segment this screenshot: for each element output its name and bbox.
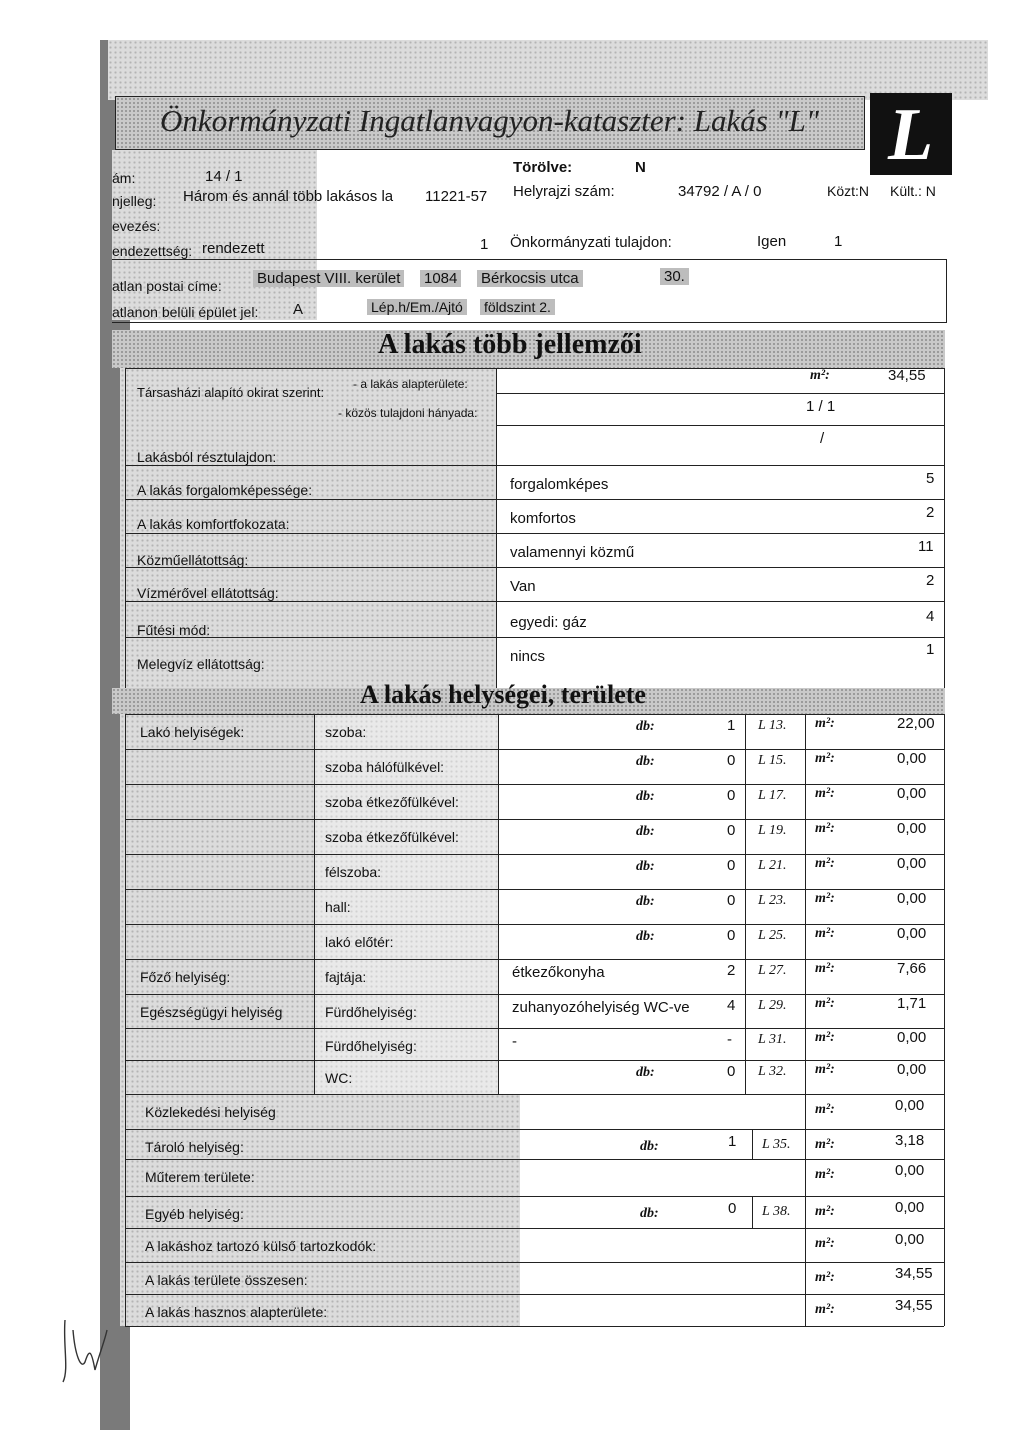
s2-row-m2-label: m²: [815,821,835,836]
lepcso-label: Lép.h/Em./Ajtó [367,299,467,315]
s2-wide-label: Tároló helyiség: [145,1139,244,1155]
s2-row-lref: L 15. [758,753,787,768]
s2-wide-area: 0,00 [895,1097,925,1114]
s2-row-lref: L 27. [758,963,787,978]
s2-row-db: 0 [727,1063,736,1080]
s2-row-m2-label: m²: [815,856,835,871]
s2-row-desc: étkezőkonyha [512,964,605,981]
s2-row-db: 0 [727,822,736,839]
s2-row-area: 22,00 [897,715,935,732]
s2-row-area: 0,00 [897,785,927,802]
s2-row-sub: Fürdőhelyiség: [325,1038,417,1054]
s2-row-lref: L 17. [758,788,787,803]
postai-hazszam: 30. [660,268,689,285]
s2-wide-m2-label: m²: [815,1102,835,1117]
onk-value: Igen [757,233,787,250]
s2-wide-db: 1 [728,1133,737,1150]
lepcso-value: földszint 2. [480,299,555,315]
s2-row-db-label: db: [636,859,655,874]
s2-row-sub: szoba hálófülkével: [325,759,445,775]
s2-wide-label: A lakáshoz tartozó külső tartozkodók: [145,1238,377,1254]
s2-row-db: 0 [727,892,736,909]
s2-row-sub: félszoba: [325,864,382,880]
hrsz-value: 34792 / A / 0 [678,183,762,200]
s2-row-area: 0,00 [897,820,927,837]
rendezettseg-value: rendezett [202,240,265,257]
s1-row-3-value: Van [510,578,536,595]
onk-code: 1 [834,233,843,250]
s1-row-4-value: egyedi: gáz [510,614,587,631]
s2-row-lref: L 21. [758,858,787,873]
s2-row-db-label: db: [636,754,655,769]
hanyad-label: - közös tulajdoni hányada: [338,406,478,420]
s2-row-desc: zuhanyozóhelyiség WC-ve [512,999,690,1016]
page-title: Önkormányzati Ingatlanvagyon-kataszter: Lakás "L" [160,103,819,138]
s2-wide-area: 0,00 [895,1199,925,1216]
s2-row-m2-label: m²: [815,996,835,1011]
jelleg-code: 11221-57 [425,188,488,205]
s2-row-lref: L 25. [758,928,787,943]
s2-row-lref: L 29. [758,998,787,1013]
s2-row-db: 4 [727,997,736,1014]
s2-wide-lref: L 38. [762,1204,791,1219]
s2-row-sub: szoba: [325,724,367,740]
s2-wide-db-label: db: [640,1206,659,1221]
s1-row-1-label: A lakás komfortfokozata: [137,516,290,532]
rendezettseg-code: 1 [480,236,489,253]
epulet-label: atlanon belüli épület jel: [112,304,259,320]
alapterulet-unit: m²: [810,368,830,383]
s2-row-lref: L 31. [758,1032,787,1047]
s2-wide-area: 0,00 [895,1231,925,1248]
handwritten-signature [55,1300,125,1390]
szam-value: 14 / 1 [205,168,243,185]
scan-top-band [108,40,988,100]
s2-row-group: Egészségügyi helyiség [140,1004,283,1020]
s2-wide-m2-label: m²: [815,1270,835,1285]
postai-irsz: 1084 [420,270,461,287]
s2-row-db: 0 [727,752,736,769]
s1-row-3-label: Vízmérővel ellátottság: [137,585,279,601]
s2-row-db: - [727,1031,732,1048]
resztulajdon-label: Lakásból résztulajdon: [137,449,277,465]
s2-row-m2-label: m²: [815,716,835,731]
s2-row-area: 0,00 [897,855,927,872]
s1-row-1-code: 2 [926,504,935,521]
s1-row-2-code: 11 [918,538,934,555]
postai-value: Budapest VIII. kerület [253,270,404,287]
s2-row-db: 0 [727,787,736,804]
s1-row-3-code: 2 [926,572,935,589]
s2-row-lref: L 19. [758,823,787,838]
s1-row-4-label: Fűtési mód: [137,622,211,638]
s1-row-5-label: Melegvíz ellátottság: [137,656,265,672]
s2-row-m2-label: m²: [815,926,835,941]
s2-row-area: 0,00 [897,890,927,907]
s2-row-db: 1 [727,717,736,734]
hrsz-label: Helyrajzi szám: [513,183,615,200]
s1-row-1-value: komfortos [510,510,576,527]
torolve-value: N [635,159,646,176]
s2-row-db: 0 [727,857,736,874]
s2-wide-lref: L 35. [762,1137,791,1152]
s2-row-group: Lakó helyiségek: [140,724,245,740]
epulet-value: A [293,301,304,318]
kult-flag: Kült.: N [890,183,936,199]
s2-row-db-label: db: [636,1065,655,1080]
s2-row-area: 0,00 [897,1029,927,1046]
section2-title: A lakás helységei, területe [360,680,646,709]
s2-row-area: 7,66 [897,960,927,977]
jelleg-value: Három és annál több lakásos la [183,188,394,205]
rendezettseg-label: endezettség: [112,243,193,259]
s1-row-0-value: forgalomképes [510,476,609,493]
s2-row-m2-label: m²: [815,891,835,906]
s2-row-sub: hall: [325,899,351,915]
s2-row-desc: - [512,1033,517,1050]
s2-row-sub: WC: [325,1070,353,1086]
s2-row-db: 0 [727,927,736,944]
s2-wide-area: 3,18 [895,1132,925,1149]
s2-row-sub: fajtája: [325,969,367,985]
s2-wide-label: A lakás hasznos alapterülete: [145,1304,328,1320]
s2-row-db-label: db: [636,789,655,804]
s2-wide-area: 34,55 [895,1297,933,1314]
s2-wide-m2-label: m²: [815,1137,835,1152]
torolve-label: Törölve: [513,159,573,176]
s2-wide-m2-label: m²: [815,1204,835,1219]
s2-wide-m2-label: m²: [815,1302,835,1317]
s2-wide-label: Egyéb helyiség: [145,1206,244,1222]
onk-label: Önkormányzati tulajdon: [510,234,672,251]
s2-wide-db-label: db: [640,1139,659,1154]
s2-row-db: 2 [727,962,736,979]
s2-row-m2-label: m²: [815,786,835,801]
nevezes-label: evezés: [112,218,161,234]
s2-row-m2-label: m²: [815,1030,835,1045]
s2-row-sub: szoba étkezőfülkével: [325,829,459,845]
alapterulet-value: 34,55 [888,367,926,384]
s2-row-m2-label: m²: [815,961,835,976]
alapterulet-label: - a lakás alapterülete: [353,377,468,391]
type-badge [870,93,952,175]
s2-row-sub: szoba étkezőfülkével: [325,794,459,810]
s2-wide-m2-label: m²: [815,1167,835,1182]
s1-row-2-label: Közműellátottság: [137,552,249,568]
s1-row-4-code: 4 [926,608,935,625]
s2-wide-label: Közlekedési helyiség [145,1104,276,1120]
s2-wide-db: 0 [728,1200,737,1217]
s2-row-db-label: db: [636,929,655,944]
s2-wide-label: Műterem területe: [145,1169,255,1185]
s2-row-db-label: db: [636,719,655,734]
s1-row-2-value: valamennyi közmű [510,544,635,561]
szam-label: ám: [112,170,136,186]
s1-row-0-label: A lakás forgalomképessége: [137,482,313,498]
s2-row-lref: L 13. [758,718,787,733]
s2-wide-m2-label: m²: [815,1236,835,1251]
s2-row-lref: L 23. [758,893,787,908]
s2-row-m2-label: m²: [815,751,835,766]
s1-row-5-value: nincs [510,648,546,665]
s2-row-m2-label: m²: [815,1062,835,1077]
s2-row-group: Főző helyiség: [140,969,231,985]
s1-row-0-code: 5 [926,470,935,487]
section2-group-column [120,714,314,1094]
hanyad-value: 1 / 1 [806,398,836,415]
s2-wide-area: 34,55 [895,1265,933,1282]
postai-label: atlan postai címe: [112,278,222,294]
s2-row-lref: L 32. [758,1064,787,1079]
tarsashaz-label: Társasházi alapító okirat szerint: [137,385,325,400]
s2-row-sub: lakó előtér: [325,934,394,950]
s2-row-db-label: db: [636,824,655,839]
section1-title: A lakás több jellemzői [378,329,642,360]
s2-wide-label: A lakás területe összesen: [145,1272,308,1288]
s2-row-db-label: db: [636,894,655,909]
jelleg-label: njelleg: [112,193,157,209]
s2-row-area: 0,00 [897,925,927,942]
kozt-flag: Közt:N [827,183,870,199]
s2-row-area: 0,00 [897,750,927,767]
s2-row-area: 0,00 [897,1061,927,1078]
resztulajdon-value: / [820,430,825,447]
postai-utca: Bérkocsis utca [477,270,583,287]
s1-row-5-code: 1 [926,641,935,658]
badge-letter: L [888,94,934,176]
s2-row-sub: Fürdőhelyiség: [325,1004,417,1020]
s2-wide-area: 0,00 [895,1162,925,1179]
s2-row-area: 1,71 [897,995,927,1012]
